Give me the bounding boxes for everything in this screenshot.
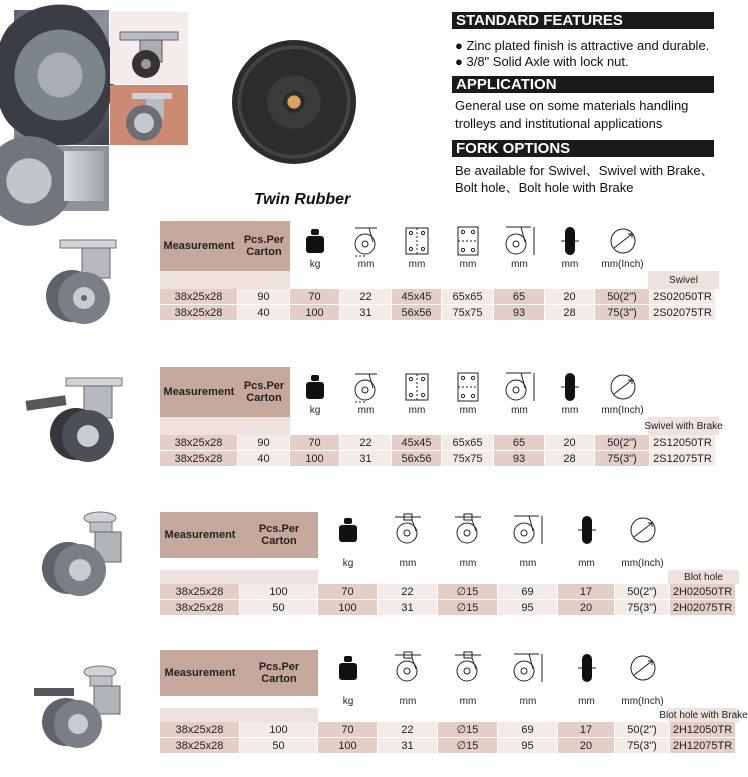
table-cell: 75x75: [442, 305, 494, 320]
caster-closeup-photo: [14, 10, 109, 145]
unit-label: mm(Inch): [621, 696, 664, 707]
fork-type-tag: Swivel: [648, 271, 719, 289]
pcs-per-carton-header: Pcs.Per Carton: [240, 512, 318, 558]
wheel-width-icon: [545, 369, 595, 405]
table-cell: 100: [318, 600, 378, 615]
table-cell: 90: [238, 435, 290, 450]
table-cell: 93: [494, 451, 545, 466]
standard-feature-1: ● Zinc plated finish is attractive and durable.: [455, 38, 710, 53]
unit-label: mm: [561, 405, 579, 416]
table-row: [160, 305, 715, 320]
table-cell: 65: [494, 289, 545, 304]
pcs-per-carton-header: Pcs.Per Carton: [238, 367, 290, 417]
table-cell: 93: [494, 305, 545, 320]
fork-type-tag: Blot hole: [668, 570, 739, 584]
unit-label: mm: [459, 405, 477, 416]
table-cell: 20: [558, 738, 615, 753]
table-cell: 100: [240, 584, 318, 599]
twin-wheel-photo: [110, 85, 188, 145]
table-cell: 31: [340, 305, 392, 320]
table-cell: 100: [290, 451, 340, 466]
unit-label: mm(Inch): [621, 558, 664, 569]
unit-label: mm: [408, 259, 426, 270]
table-cell: 75(3"): [595, 451, 650, 466]
application-heading: APPLICATION: [452, 76, 714, 93]
top-plate-icon: [392, 223, 442, 259]
table-cell: ∅15: [438, 738, 498, 753]
table-cell: 50(2"): [615, 584, 670, 599]
table-cell: 38x25x28: [160, 435, 238, 450]
unit-label: kg: [309, 259, 321, 270]
measurement-header: Measurement: [160, 650, 240, 696]
table-cell: 38x25x28: [160, 600, 240, 615]
load-weight-icon: [290, 223, 340, 259]
table-cell: 40: [238, 305, 290, 320]
wheel-offset-icon: [340, 223, 392, 259]
unit-label: mm: [357, 405, 375, 416]
pcs-per-carton-header: Pcs.Per Carton: [240, 650, 318, 696]
overall-height-icon: [494, 369, 545, 405]
pcs-per-carton-header: Pcs.Per Carton: [238, 221, 290, 271]
table-cell: ∅15: [438, 722, 498, 737]
table-cell: 75(3"): [615, 738, 670, 753]
unit-label: mm: [459, 696, 477, 707]
table-cell: 22: [340, 435, 392, 450]
wheel-offset-icon: [340, 369, 392, 405]
table-cell: 65: [494, 435, 545, 450]
load-weight-icon: [318, 514, 378, 546]
wheel-detail-photo: [14, 146, 109, 211]
table-cell: 38x25x28: [160, 584, 240, 599]
table-cell: 75(3"): [615, 600, 670, 615]
table-cell: 50(2"): [595, 289, 650, 304]
table-row: [160, 435, 715, 450]
table-cell: 38x25x28: [160, 305, 238, 320]
bolt-hole-icon: [378, 652, 438, 684]
table-cell: 65x65: [442, 289, 494, 304]
load-weight-icon: [290, 369, 340, 405]
unit-label: mm: [578, 558, 595, 569]
fork-type-tag: Swivel with Brake: [648, 417, 719, 435]
table-cell: 56x56: [392, 305, 442, 320]
swivel-brake-caster-image: [22, 374, 132, 469]
table-cell: 2S12075TR: [650, 451, 715, 466]
table-cell: 50: [240, 738, 318, 753]
unit-label: mm: [511, 405, 528, 416]
load-weight-icon: [318, 652, 378, 684]
measurement-header: Measurement: [160, 221, 238, 271]
table-cell: 17: [558, 584, 615, 599]
table-cell: 100: [290, 305, 340, 320]
table-row: [160, 722, 735, 737]
table-cell: 20: [545, 435, 595, 450]
table-cell: 31: [378, 600, 438, 615]
table-cell: ∅15: [438, 600, 498, 615]
wheel-diameter-icon: [595, 223, 650, 259]
fork-type-tag: Blot hole with Brake: [659, 709, 748, 721]
table-cell: 70: [290, 289, 340, 304]
table-cell: ∅15: [438, 584, 498, 599]
unit-label: mm(Inch): [601, 259, 644, 270]
table-cell: 2H02050TR: [670, 584, 735, 599]
table-cell: 28: [545, 305, 595, 320]
measurement-header: Measurement: [160, 367, 238, 417]
table-cell: 95: [498, 600, 558, 615]
table-cell: 31: [378, 738, 438, 753]
unit-label: mm: [408, 405, 426, 416]
unit-label: mm: [459, 259, 477, 270]
table-cell: 100: [318, 738, 378, 753]
table-cell: 20: [558, 600, 615, 615]
unit-label: mm: [459, 558, 477, 569]
table-cell: 28: [545, 451, 595, 466]
bolt-hole-pattern-icon: [442, 369, 494, 405]
table-cell: 17: [558, 722, 615, 737]
unit-label: mm: [561, 259, 579, 270]
table-cell: 56x56: [392, 451, 442, 466]
table-row: [160, 451, 715, 466]
bolt-hole-icon: [378, 514, 438, 546]
table-cell: 2H12075TR: [670, 738, 735, 753]
overall-height-icon: [494, 223, 545, 259]
table-cell: 20: [545, 289, 595, 304]
table-row: [160, 600, 735, 615]
wheel-diameter-icon: [615, 514, 670, 546]
table-row: [160, 738, 735, 753]
table-cell: 2H12050TR: [670, 722, 735, 737]
fork-options-line-1: Be available for Swivel、Swivel with Brake、: [455, 163, 714, 178]
table-cell: 22: [340, 289, 392, 304]
table-row: [160, 289, 715, 304]
bolt-hole-caster-image: [40, 508, 140, 608]
measurement-header: Measurement: [160, 512, 240, 558]
unit-label: mm: [399, 558, 417, 569]
swivel-caster-photo: [110, 12, 188, 84]
application-line-1: General use on some materials handling: [455, 98, 689, 113]
fork-options-heading: FORK OPTIONS: [452, 140, 714, 157]
table-cell: 70: [318, 584, 378, 599]
wheel-width-icon: [558, 514, 615, 546]
table-row: [160, 584, 735, 599]
overall-height-icon: [498, 514, 558, 546]
table-cell: 2S12050TR: [650, 435, 715, 450]
table-cell: 69: [498, 722, 558, 737]
standard-feature-2: ● 3/8" Solid Axle with lock nut.: [455, 54, 629, 69]
table-cell: 70: [290, 435, 340, 450]
table-cell: 69: [498, 584, 558, 599]
application-line-2: trolleys and institutional applications: [455, 116, 663, 131]
header-strip: [160, 708, 318, 722]
swivel-caster-image: [30, 236, 130, 331]
table-cell: 95: [498, 738, 558, 753]
unit-label: mm: [399, 696, 417, 707]
table-cell: 50(2"): [615, 722, 670, 737]
unit-label: mm: [578, 696, 595, 707]
table-cell: 38x25x28: [160, 451, 238, 466]
table-cell: 40: [238, 451, 290, 466]
wheel-diameter-icon: [595, 369, 650, 405]
wheel-width-icon: [558, 652, 615, 684]
table-cell: 2S02050TR: [650, 289, 715, 304]
bolt-hole-brake-caster-image: [34, 662, 134, 757]
unit-label: kg: [309, 405, 321, 416]
product-name: Twin Rubber: [254, 191, 351, 208]
header-strip: [160, 271, 290, 289]
table-cell: 90: [238, 289, 290, 304]
bolt-hole-icon: [438, 652, 498, 684]
unit-label: mm: [357, 259, 375, 270]
table-cell: 45x45: [392, 435, 442, 450]
table-cell: 50(2"): [595, 435, 650, 450]
table-cell: 38x25x28: [160, 289, 238, 304]
table-cell: 22: [378, 584, 438, 599]
table-cell: 50: [240, 600, 318, 615]
unit-label: mm: [519, 696, 537, 707]
header-strip: [160, 570, 318, 584]
table-cell: 70: [318, 722, 378, 737]
unit-label: mm: [519, 558, 537, 569]
table-cell: 38x25x28: [160, 722, 240, 737]
wheel-diameter-icon: [615, 652, 670, 684]
table-cell: 45x45: [392, 289, 442, 304]
unit-label: kg: [342, 558, 354, 569]
bolt-hole-icon: [438, 514, 498, 546]
table-cell: 38x25x28: [160, 738, 240, 753]
standard-features-heading: STANDARD FEATURES: [452, 12, 714, 29]
unit-label: kg: [342, 696, 354, 707]
wheel-width-icon: [545, 223, 595, 259]
table-cell: 75x75: [442, 451, 494, 466]
table-cell: 31: [340, 451, 392, 466]
top-plate-icon: [392, 369, 442, 405]
twin-rubber-wheel-image: [232, 40, 356, 164]
unit-label: mm(Inch): [601, 405, 644, 416]
header-strip: [160, 417, 290, 435]
overall-height-icon: [498, 652, 558, 684]
bolt-hole-pattern-icon: [442, 223, 494, 259]
table-cell: 75(3"): [595, 305, 650, 320]
table-cell: 65x65: [442, 435, 494, 450]
table-cell: 2S02075TR: [650, 305, 715, 320]
fork-options-line-2: Bolt hole、Bolt hole with Brake: [455, 180, 634, 195]
table-cell: 100: [240, 722, 318, 737]
unit-label: mm: [511, 259, 528, 270]
table-cell: 22: [378, 722, 438, 737]
table-cell: 2H02075TR: [670, 600, 735, 615]
